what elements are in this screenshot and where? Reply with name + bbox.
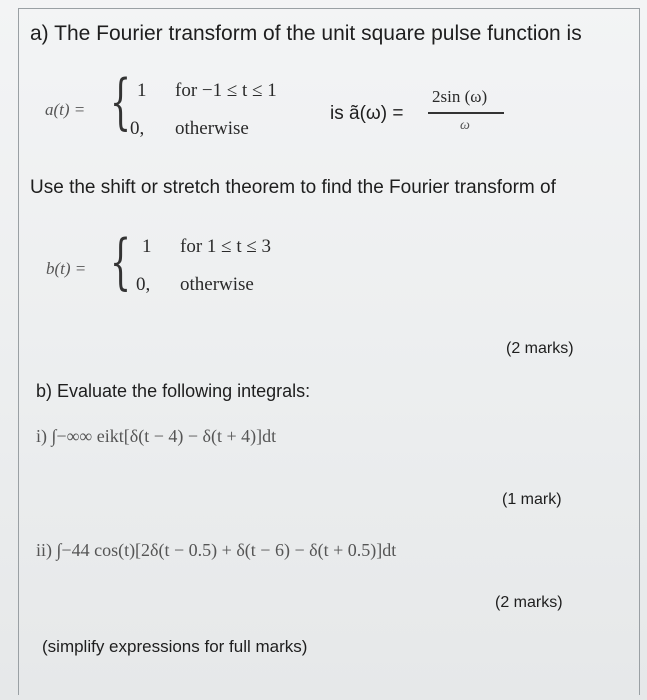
b-function-lhs: b(t) = [46,259,87,278]
a-case2-condition: otherwise [175,118,249,139]
a-case2-value: 0, [130,118,145,139]
part-b-intro: b) Evaluate the following integrals: [36,381,311,401]
integral-i-expression: i) ∫−∞∞ eikt[δ(t − 4) − δ(t + 4)]dt [36,426,277,446]
fraction-denominator: ω [460,118,470,133]
is-transform-label: is ã(ω) = [330,103,404,124]
part-a-intro: a) The Fourier transform of the unit square pulse function is [30,22,582,45]
b-case2-value: 0, [136,274,151,295]
part-a-instruction: Use the shift or stretch theorem to find the Fourier transform of [30,177,556,198]
footnote: (simplify expressions for full marks) [42,637,308,656]
a-case1-value: 1 [137,80,147,101]
a-brace: { [110,67,132,137]
fraction-numerator: 2sin (ω) [432,87,488,106]
part-a-marks: (2 marks) [506,340,574,357]
integral-ii-expression: ii) ∫−44 cos(t)[2δ(t − 0.5) + δ(t − 6) − δ(t + 0.5)]dt [36,540,397,560]
b-case1-condition: for 1 ≤ t ≤ 3 [180,236,272,257]
a-function-lhs: a(t) = [45,100,86,119]
integral-ii-marks: (2 marks) [495,594,563,611]
b-case1-value: 1 [142,236,152,257]
b-brace: { [110,227,132,297]
integral-i-marks: (1 mark) [502,491,562,508]
a-case1-condition: for −1 ≤ t ≤ 1 [175,80,277,101]
fraction-bar [428,112,504,114]
b-case2-condition: otherwise [180,274,254,295]
